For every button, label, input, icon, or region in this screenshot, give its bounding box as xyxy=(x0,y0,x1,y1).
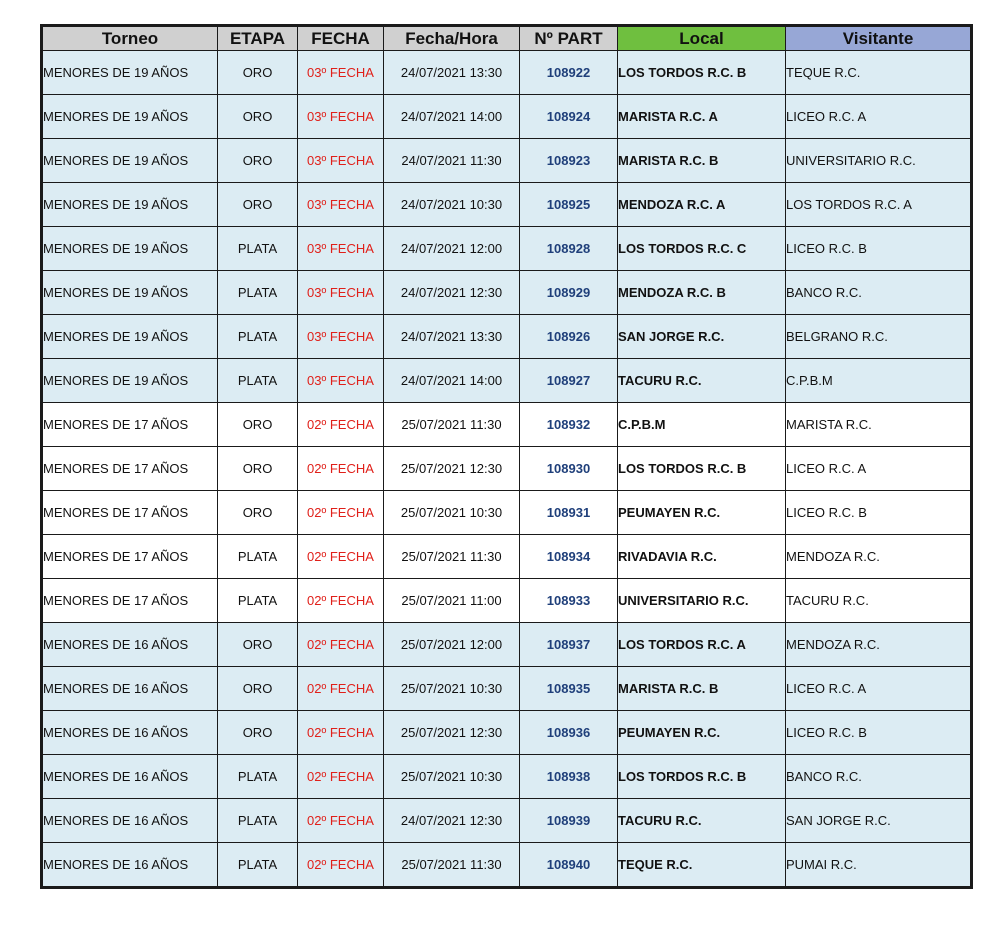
cell-fecha-hora: 25/07/2021 11:30 xyxy=(384,535,520,579)
table-row xyxy=(42,799,972,843)
cell-fecha: 02º FECHA xyxy=(298,623,384,667)
header-row xyxy=(42,26,972,51)
table-row xyxy=(42,535,972,579)
cell-local: PEUMAYEN R.C. xyxy=(618,711,786,755)
cell-fecha: 02º FECHA xyxy=(298,843,384,888)
header-visitante: Visitante xyxy=(786,26,972,51)
cell-n-part: 108939 xyxy=(520,799,618,843)
cell-etapa: PLATA xyxy=(218,755,298,799)
cell-n-part: 108936 xyxy=(520,711,618,755)
cell-visitante: LICEO R.C. B xyxy=(786,491,972,535)
table-row xyxy=(42,359,972,403)
cell-n-part: 108932 xyxy=(520,403,618,447)
cell-torneo: MENORES DE 16 AÑOS xyxy=(42,755,218,799)
cell-fecha: 02º FECHA xyxy=(298,799,384,843)
table-row xyxy=(42,755,972,799)
cell-fecha-hora: 24/07/2021 13:30 xyxy=(384,315,520,359)
cell-visitante: LICEO R.C. B xyxy=(786,711,972,755)
cell-n-part: 108923 xyxy=(520,139,618,183)
cell-n-part: 108927 xyxy=(520,359,618,403)
cell-etapa: PLATA xyxy=(218,271,298,315)
table-row xyxy=(42,403,972,447)
cell-etapa: PLATA xyxy=(218,799,298,843)
cell-fecha: 03º FECHA xyxy=(298,95,384,139)
cell-n-part: 108928 xyxy=(520,227,618,271)
cell-fecha-hora: 24/07/2021 12:00 xyxy=(384,227,520,271)
cell-local: UNIVERSITARIO R.C. xyxy=(618,579,786,623)
cell-etapa: ORO xyxy=(218,183,298,227)
cell-fecha: 03º FECHA xyxy=(298,359,384,403)
cell-visitante: MARISTA R.C. xyxy=(786,403,972,447)
cell-fecha-hora: 24/07/2021 14:00 xyxy=(384,95,520,139)
cell-etapa: PLATA xyxy=(218,359,298,403)
cell-fecha: 03º FECHA xyxy=(298,139,384,183)
cell-local: LOS TORDOS R.C. C xyxy=(618,227,786,271)
cell-fecha: 02º FECHA xyxy=(298,535,384,579)
cell-visitante: MENDOZA R.C. xyxy=(786,535,972,579)
cell-torneo: MENORES DE 17 AÑOS xyxy=(42,447,218,491)
header-fecha-hora: Fecha/Hora xyxy=(384,26,520,51)
cell-n-part: 108933 xyxy=(520,579,618,623)
cell-fecha: 02º FECHA xyxy=(298,579,384,623)
cell-local: TACURU R.C. xyxy=(618,359,786,403)
cell-n-part: 108922 xyxy=(520,51,618,95)
cell-visitante: LICEO R.C. A xyxy=(786,95,972,139)
cell-etapa: PLATA xyxy=(218,579,298,623)
cell-visitante: UNIVERSITARIO R.C. xyxy=(786,139,972,183)
cell-fecha-hora: 25/07/2021 10:30 xyxy=(384,491,520,535)
cell-visitante: LICEO R.C. B xyxy=(786,227,972,271)
cell-fecha: 02º FECHA xyxy=(298,491,384,535)
cell-local: RIVADAVIA R.C. xyxy=(618,535,786,579)
cell-n-part: 108940 xyxy=(520,843,618,888)
cell-visitante: TEQUE R.C. xyxy=(786,51,972,95)
header-etapa: ETAPA xyxy=(218,26,298,51)
cell-fecha-hora: 24/07/2021 11:30 xyxy=(384,139,520,183)
cell-local: TACURU R.C. xyxy=(618,799,786,843)
cell-fecha: 03º FECHA xyxy=(298,271,384,315)
cell-fecha-hora: 24/07/2021 12:30 xyxy=(384,271,520,315)
cell-torneo: MENORES DE 16 AÑOS xyxy=(42,667,218,711)
cell-fecha: 02º FECHA xyxy=(298,403,384,447)
cell-n-part: 108930 xyxy=(520,447,618,491)
cell-torneo: MENORES DE 19 AÑOS xyxy=(42,95,218,139)
cell-torneo: MENORES DE 19 AÑOS xyxy=(42,139,218,183)
cell-fecha: 03º FECHA xyxy=(298,183,384,227)
cell-etapa: ORO xyxy=(218,403,298,447)
table-row xyxy=(42,843,972,888)
cell-visitante: LOS TORDOS R.C. A xyxy=(786,183,972,227)
cell-fecha-hora: 25/07/2021 12:30 xyxy=(384,447,520,491)
cell-fecha: 03º FECHA xyxy=(298,315,384,359)
cell-torneo: MENORES DE 17 AÑOS xyxy=(42,535,218,579)
cell-n-part: 108926 xyxy=(520,315,618,359)
cell-local: PEUMAYEN R.C. xyxy=(618,491,786,535)
cell-torneo: MENORES DE 19 AÑOS xyxy=(42,315,218,359)
cell-etapa: PLATA xyxy=(218,227,298,271)
cell-torneo: MENORES DE 16 AÑOS xyxy=(42,799,218,843)
cell-local: MARISTA R.C. B xyxy=(618,139,786,183)
cell-local: MENDOZA R.C. B xyxy=(618,271,786,315)
cell-visitante: MENDOZA R.C. xyxy=(786,623,972,667)
cell-fecha: 02º FECHA xyxy=(298,447,384,491)
cell-local: LOS TORDOS R.C. B xyxy=(618,447,786,491)
cell-local: C.P.B.M xyxy=(618,403,786,447)
cell-visitante: SAN JORGE R.C. xyxy=(786,799,972,843)
cell-local: MARISTA R.C. B xyxy=(618,667,786,711)
cell-n-part: 108937 xyxy=(520,623,618,667)
cell-visitante: BANCO R.C. xyxy=(786,271,972,315)
table-body xyxy=(42,51,972,888)
header-torneo: Torneo xyxy=(42,26,218,51)
cell-fecha: 02º FECHA xyxy=(298,667,384,711)
table-row xyxy=(42,315,972,359)
table-row xyxy=(42,491,972,535)
header-fecha: FECHA xyxy=(298,26,384,51)
cell-fecha: 03º FECHA xyxy=(298,227,384,271)
cell-fecha-hora: 24/07/2021 14:00 xyxy=(384,359,520,403)
cell-fecha-hora: 25/07/2021 11:30 xyxy=(384,403,520,447)
cell-local: TEQUE R.C. xyxy=(618,843,786,888)
cell-local: LOS TORDOS R.C. B xyxy=(618,755,786,799)
cell-torneo: MENORES DE 17 AÑOS xyxy=(42,579,218,623)
table-row xyxy=(42,95,972,139)
cell-visitante: LICEO R.C. A xyxy=(786,667,972,711)
cell-etapa: ORO xyxy=(218,139,298,183)
cell-fecha-hora: 25/07/2021 10:30 xyxy=(384,755,520,799)
cell-etapa: ORO xyxy=(218,667,298,711)
cell-torneo: MENORES DE 16 AÑOS xyxy=(42,711,218,755)
cell-visitante: BELGRANO R.C. xyxy=(786,315,972,359)
cell-fecha: 02º FECHA xyxy=(298,755,384,799)
cell-visitante: PUMAI R.C. xyxy=(786,843,972,888)
table-row xyxy=(42,711,972,755)
cell-visitante: C.P.B.M xyxy=(786,359,972,403)
cell-etapa: ORO xyxy=(218,623,298,667)
cell-fecha: 03º FECHA xyxy=(298,51,384,95)
cell-visitante: LICEO R.C. A xyxy=(786,447,972,491)
table-row xyxy=(42,447,972,491)
cell-n-part: 108934 xyxy=(520,535,618,579)
cell-etapa: ORO xyxy=(218,447,298,491)
cell-torneo: MENORES DE 19 AÑOS xyxy=(42,359,218,403)
table-row xyxy=(42,51,972,95)
cell-visitante: TACURU R.C. xyxy=(786,579,972,623)
cell-local: MARISTA R.C. A xyxy=(618,95,786,139)
cell-torneo: MENORES DE 17 AÑOS xyxy=(42,403,218,447)
cell-local: LOS TORDOS R.C. B xyxy=(618,51,786,95)
table-row xyxy=(42,667,972,711)
cell-etapa: PLATA xyxy=(218,535,298,579)
table-row xyxy=(42,271,972,315)
cell-fecha-hora: 24/07/2021 12:30 xyxy=(384,799,520,843)
cell-fecha: 02º FECHA xyxy=(298,711,384,755)
cell-etapa: PLATA xyxy=(218,315,298,359)
header-n-part: Nº PART xyxy=(520,26,618,51)
cell-n-part: 108938 xyxy=(520,755,618,799)
cell-torneo: MENORES DE 19 AÑOS xyxy=(42,51,218,95)
cell-n-part: 108925 xyxy=(520,183,618,227)
cell-torneo: MENORES DE 19 AÑOS xyxy=(42,183,218,227)
cell-n-part: 108935 xyxy=(520,667,618,711)
cell-fecha-hora: 25/07/2021 12:30 xyxy=(384,711,520,755)
cell-torneo: MENORES DE 19 AÑOS xyxy=(42,227,218,271)
cell-fecha-hora: 25/07/2021 12:00 xyxy=(384,623,520,667)
cell-fecha-hora: 24/07/2021 10:30 xyxy=(384,183,520,227)
cell-torneo: MENORES DE 19 AÑOS xyxy=(42,271,218,315)
header-local: Local xyxy=(618,26,786,51)
cell-n-part: 108931 xyxy=(520,491,618,535)
cell-etapa: ORO xyxy=(218,51,298,95)
cell-n-part: 108929 xyxy=(520,271,618,315)
cell-fecha-hora: 24/07/2021 13:30 xyxy=(384,51,520,95)
cell-n-part: 108924 xyxy=(520,95,618,139)
table-row xyxy=(42,623,972,667)
cell-local: MENDOZA R.C. A xyxy=(618,183,786,227)
cell-etapa: ORO xyxy=(218,95,298,139)
cell-local: SAN JORGE R.C. xyxy=(618,315,786,359)
cell-fecha-hora: 25/07/2021 10:30 xyxy=(384,667,520,711)
cell-etapa: PLATA xyxy=(218,843,298,888)
table-row xyxy=(42,579,972,623)
cell-torneo: MENORES DE 16 AÑOS xyxy=(42,843,218,888)
cell-local: LOS TORDOS R.C. A xyxy=(618,623,786,667)
cell-visitante: BANCO R.C. xyxy=(786,755,972,799)
cell-etapa: ORO xyxy=(218,491,298,535)
table-row xyxy=(42,139,972,183)
fixture-table xyxy=(40,24,973,889)
cell-torneo: MENORES DE 17 AÑOS xyxy=(42,491,218,535)
table-row xyxy=(42,183,972,227)
table-row xyxy=(42,227,972,271)
cell-torneo: MENORES DE 16 AÑOS xyxy=(42,623,218,667)
cell-etapa: ORO xyxy=(218,711,298,755)
cell-fecha-hora: 25/07/2021 11:30 xyxy=(384,843,520,888)
cell-fecha-hora: 25/07/2021 11:00 xyxy=(384,579,520,623)
